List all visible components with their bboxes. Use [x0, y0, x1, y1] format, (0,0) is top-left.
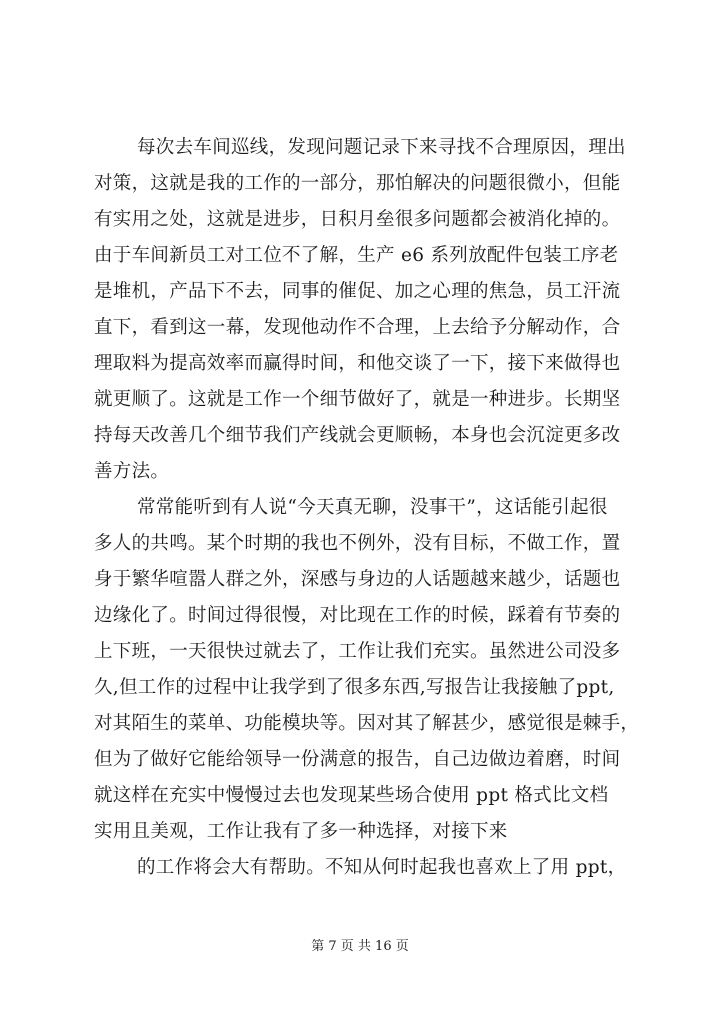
- text-line: 的工作将会大有帮助。不知从何时起我也喜欢上了用 ppt，: [137, 857, 627, 878]
- text-line: 善方法。: [94, 461, 170, 482]
- text-line: 对策，这就是我的工作的一部分，那怕解决的问题很微小，但能: [94, 173, 621, 194]
- text-line: 每次去车间巡线，发现问题记录下来寻找不合理原因，理出: [137, 137, 626, 158]
- text-line: 就更顺了。这就是工作一个细节做好了，就是一种进步。长期坚: [94, 389, 621, 410]
- text-line: 理取料为提高效率而赢得时间，和他交谈了一下，接下来做得也: [94, 353, 621, 374]
- text-line: 直下，看到这一幕，发现他动作不合理，上去给予分解动作，合: [94, 317, 621, 338]
- text-line: 是堆机，产品下不去，同事的催促、加之心理的焦急，员工汗流: [94, 281, 621, 302]
- page-number-footer: 第 7 页 共 16 页: [311, 939, 409, 954]
- text-line: 多人的共鸣。某个时期的我也不例外，没有目标，不做工作，置: [94, 533, 621, 554]
- text-line: 由于车间新员工对工位不了解，生产 e6 系列放配件包装工序老: [94, 245, 619, 266]
- text-line: 实用且美观，工作让我有了多一种选择，对接下来: [94, 821, 508, 842]
- text-line: 但为了做好它能给领导一份满意的报告，自己边做边着磨，时间: [94, 749, 621, 770]
- text-line: 边缘化了。时间过得很慢，对比现在工作的时候，踩着有节奏的: [94, 605, 621, 626]
- text-line: 身于繁华喧嚣人群之外，深感与身边的人话题越来越少，话题也: [94, 569, 621, 590]
- text-line: 久,但工作的过程中让我学到了很多东西,写报告让我接触了ppt,: [94, 677, 615, 698]
- text-line: 就这样在充实中慢慢过去也发现某些场合使用 ppt 格式比文档: [94, 785, 609, 806]
- text-line: 对其陌生的菜单、功能模块等。因对其了解甚少，感觉很是棘手，: [94, 713, 640, 734]
- text-line: 有实用之处，这就是进步，日积月垒很多问题都会被消化掉的。: [94, 209, 621, 230]
- text-line: 上下班，一天很快过就去了，工作让我们充实。虽然进公司没多: [94, 641, 621, 662]
- text-line: 常常能听到有人说“今天真无聊，没事干”，这话能引起很: [137, 497, 608, 518]
- text-line: 持每天改善几个细节我们产线就会更顺畅，本身也会沉淀更多改: [94, 425, 621, 446]
